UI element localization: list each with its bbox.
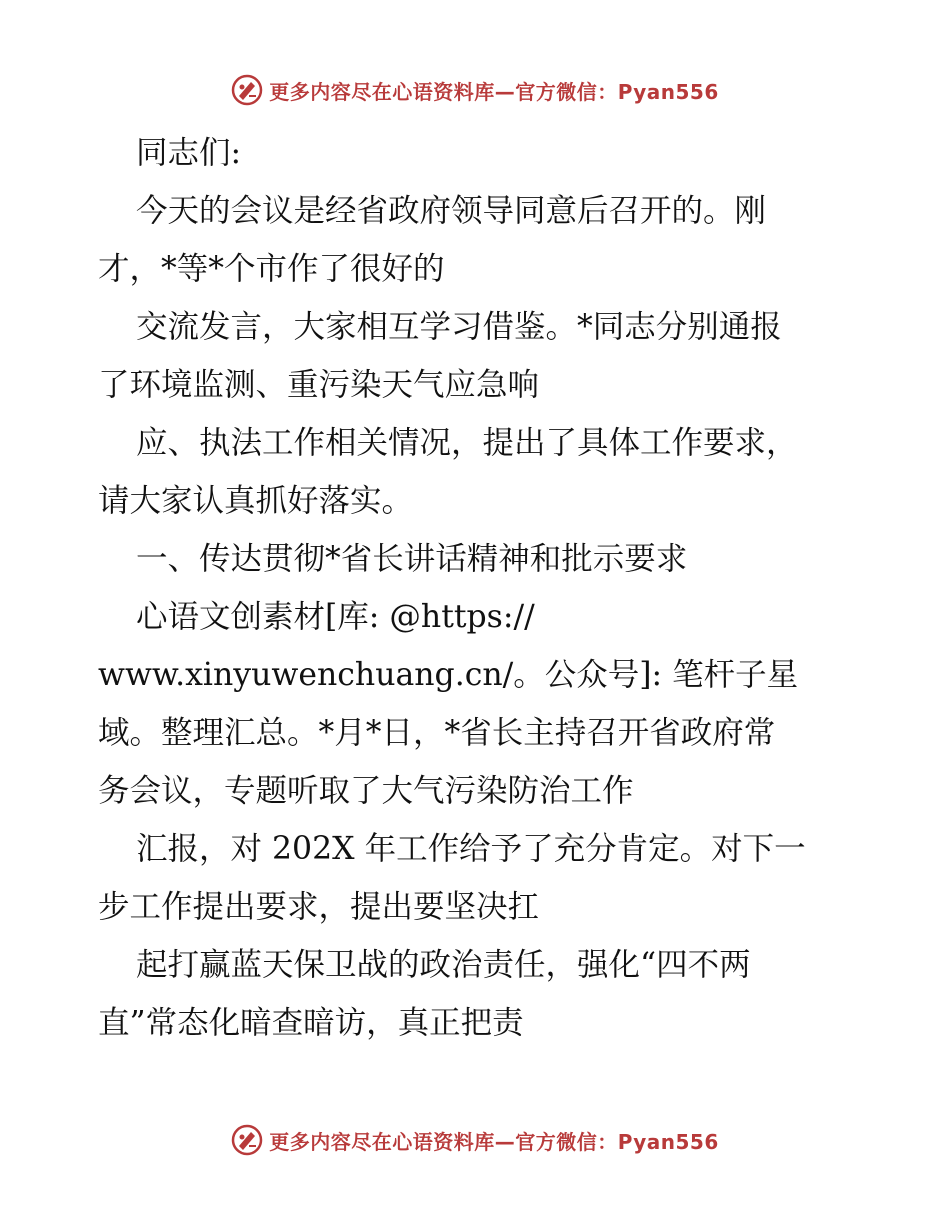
- doc-line-9: 心语文创素材[库: @https://: [136, 599, 535, 635]
- footer-banner-text: 更多内容尽在心语资料库—官方微信：Pyan556: [269, 1129, 719, 1154]
- document-body: [98, 124, 868, 1052]
- doc-line-7: 请大家认真抓好落实。: [98, 483, 414, 519]
- doc-line-14: 步工作提出要求，提出要坚决扛: [98, 889, 540, 925]
- doc-line-11: 域。整理汇总。*月*日，*省长主持召开省政府常: [98, 715, 776, 751]
- header-banner: [0, 70, 950, 110]
- doc-line-6: 应、执法工作相关情况，提出了具体工作要求，: [136, 425, 798, 461]
- seal-logo-icon: [231, 74, 263, 106]
- seal-logo-icon: [231, 1124, 263, 1156]
- doc-line-5: 了环境监测、重污染天气应急响: [98, 367, 540, 403]
- doc-line-13: 汇报，对 202X 年工作给予了充分肯定。对下一: [136, 831, 806, 867]
- footer-banner: [0, 1120, 950, 1160]
- doc-line-15: 起打赢蓝天保卫战的政治责任，强化“四不两: [136, 947, 751, 983]
- doc-line-16: 直”常态化暗查暗访，真正把责: [98, 1005, 524, 1041]
- doc-line-3: 才，*等*个市作了很好的: [98, 251, 445, 287]
- doc-line-4: 交流发言，大家相互学习借鉴。*同志分别通报: [136, 309, 782, 345]
- header-banner-text: 更多内容尽在心语资料库—官方微信：Pyan556: [269, 79, 719, 104]
- doc-line-1: 同志们:: [136, 135, 242, 171]
- doc-line-2: 今天的会议是经省政府领导同意后召开的。刚: [136, 193, 767, 229]
- doc-line-8: 一、传达贯彻*省长讲话精神和批示要求: [136, 541, 688, 577]
- doc-line-10: www.xinyuwenchuang.cn/。公众号]: 笔杆子星: [98, 657, 799, 693]
- doc-line-12: 务会议，专题听取了大气污染防治工作: [98, 773, 634, 809]
